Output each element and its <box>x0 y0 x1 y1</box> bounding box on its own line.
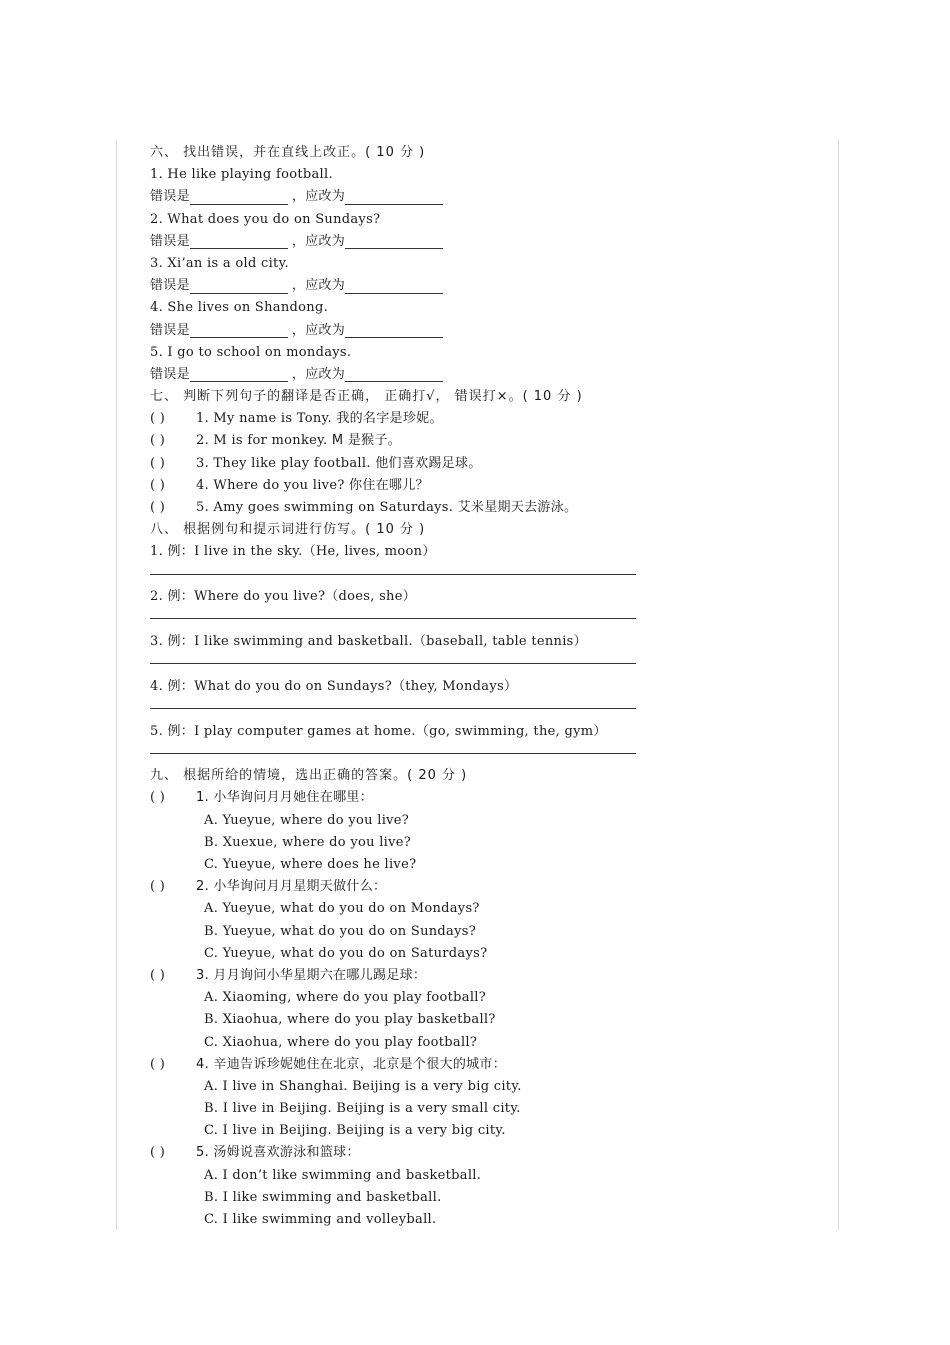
answer-paren[interactable]: ( ) <box>150 967 166 983</box>
s7-item: ( ) 4. Where do you live? 你住在哪儿？ <box>150 475 810 497</box>
answer-line[interactable] <box>150 743 810 766</box>
s9-option: B. Yueyue, what do you do on Sundays? <box>204 923 476 939</box>
s8-example: 5. 例：I play computer games at home.（go, swimming, the, gym） <box>150 723 607 739</box>
s6-item-5: 5. I go to school on mondays. <box>150 344 352 360</box>
section-8-items <box>150 541 810 765</box>
fix-blank[interactable] <box>345 367 443 382</box>
s9-option: A. Yueyue, what do you do on Mondays? <box>204 901 480 917</box>
s8-example: 1. 例：I live in the sky.（He, lives, moon） <box>150 544 436 560</box>
s8-example: 2. 例：Where do you live?（does, she） <box>150 589 417 605</box>
answer-paren[interactable]: ( ) <box>150 500 166 515</box>
s9-question: ( ) 2. 小华询问月月星期天做什么： <box>150 876 810 898</box>
s8-example: 4. 例：What do you do on Sundays?（they, Mondays） <box>150 678 518 694</box>
answer-line[interactable] <box>150 608 810 631</box>
answer-line[interactable] <box>150 698 810 721</box>
s9-option: C. Yueyue, what do you do on Saturdays? <box>204 945 488 961</box>
worksheet <box>150 142 810 1231</box>
s6-item-4: 4. She lives on Shandong. <box>150 300 329 316</box>
s9-option: C. I live in Beijing. Beijing is a very big city. <box>204 1123 506 1139</box>
s6-answer-3: 错误是 ，应改为 <box>150 275 810 297</box>
s9-option: B. I like swimming and basketball. <box>204 1189 442 1205</box>
s6-answer-2: 错误是 ，应改为 <box>150 231 810 253</box>
s9-option: A. Yueyue, where do you live? <box>204 812 410 828</box>
section-9-title: 九、 根据所给的情境，选出正确的答案。( 20 分 ) <box>150 768 468 784</box>
s9-option: A. I don’t like swimming and basketball. <box>204 1167 482 1183</box>
s6-item-1: 1. He like playing football. <box>150 167 333 183</box>
section-6-items <box>150 164 810 386</box>
fix-blank[interactable] <box>345 279 443 294</box>
answer-line[interactable] <box>150 653 810 676</box>
answer-paren[interactable]: ( ) <box>150 1145 166 1161</box>
s9-option: A. Xiaoming, where do you play football? <box>204 990 487 1006</box>
s6-answer-5: 错误是 ，应改为 <box>150 364 810 386</box>
s7-item: ( ) 2. M is for monkey. M 是猴子。 <box>150 430 810 452</box>
answer-paren[interactable]: ( ) <box>150 790 166 806</box>
s9-option: C. Xiaohua, where do you play football? <box>204 1034 478 1050</box>
section-6-title: 六、 找出错误，并在直线上改正。( 10 分 ) <box>150 145 426 160</box>
s7-item: ( ) 5. Amy goes swimming on Saturdays. 艾米星期天去游泳。 <box>150 497 810 519</box>
section-7-title: 七、 判断下列句子的翻译是否正确， 正确打√， 错误打×。( 10 分 ) <box>150 389 583 405</box>
section-9-items <box>150 787 810 1231</box>
error-blank[interactable] <box>190 234 288 249</box>
s6-item-3: 3. Xi’an is a old city. <box>150 255 289 271</box>
right-margin-line <box>838 140 839 1230</box>
fix-blank[interactable] <box>345 323 443 338</box>
answer-line[interactable] <box>150 564 810 587</box>
answer-paren[interactable]: ( ) <box>150 1056 166 1072</box>
left-margin-line <box>116 140 117 1230</box>
s9-question: ( ) 5. 汤姆说喜欢游泳和篮球： <box>150 1142 810 1164</box>
answer-paren[interactable]: ( ) <box>150 455 166 471</box>
answer-paren[interactable]: ( ) <box>150 411 166 427</box>
section-7-items <box>150 408 810 519</box>
answer-paren[interactable]: ( ) <box>150 477 166 493</box>
s9-question: ( ) 4. 辛迪告诉珍妮她住在北京，北京是个很大的城市： <box>150 1054 810 1076</box>
s7-item: ( ) 1. My name is Tony. 我的名字是珍妮。 <box>150 408 810 430</box>
s9-question: ( ) 1. 小华询问月月她住在哪里： <box>150 787 810 809</box>
s6-answer-1: 错误是 ，应改为 <box>150 186 810 208</box>
fix-blank[interactable] <box>345 190 443 205</box>
s9-option: A. I live in Shanghai. Beijing is a very big city. <box>204 1078 522 1094</box>
s8-example: 3. 例：I like swimming and basketball.（baseball, table tennis） <box>150 633 587 649</box>
fix-blank[interactable] <box>345 234 443 249</box>
s9-option: B. I live in Beijing. Beijing is a very small city. <box>204 1101 521 1117</box>
error-blank[interactable] <box>190 323 288 338</box>
error-blank[interactable] <box>190 279 288 294</box>
s9-option: B. Xiaohua, where do you play basketball? <box>204 1012 496 1028</box>
s9-option: C. I like swimming and volleyball. <box>204 1212 437 1228</box>
s6-answer-4: 错误是 ，应改为 <box>150 320 810 342</box>
s6-item-2: 2. What does you do on Sundays? <box>150 211 381 227</box>
error-blank[interactable] <box>190 367 288 382</box>
s9-question: ( ) 3. 月月询问小华星期六在哪儿踢足球： <box>150 965 810 987</box>
section-8-title: 八、 根据例句和提示词进行仿写。( 10 分 ) <box>150 522 426 538</box>
answer-paren[interactable]: ( ) <box>150 879 166 895</box>
s9-option: B. Xuexue, where do you live? <box>204 834 412 850</box>
s9-option: C. Yueyue, where does he live? <box>204 857 417 873</box>
answer-paren[interactable]: ( ) <box>150 433 166 449</box>
error-blank[interactable] <box>190 190 288 205</box>
s7-item: ( ) 3. They like play football. 他们喜欢踢足球。 <box>150 453 810 475</box>
